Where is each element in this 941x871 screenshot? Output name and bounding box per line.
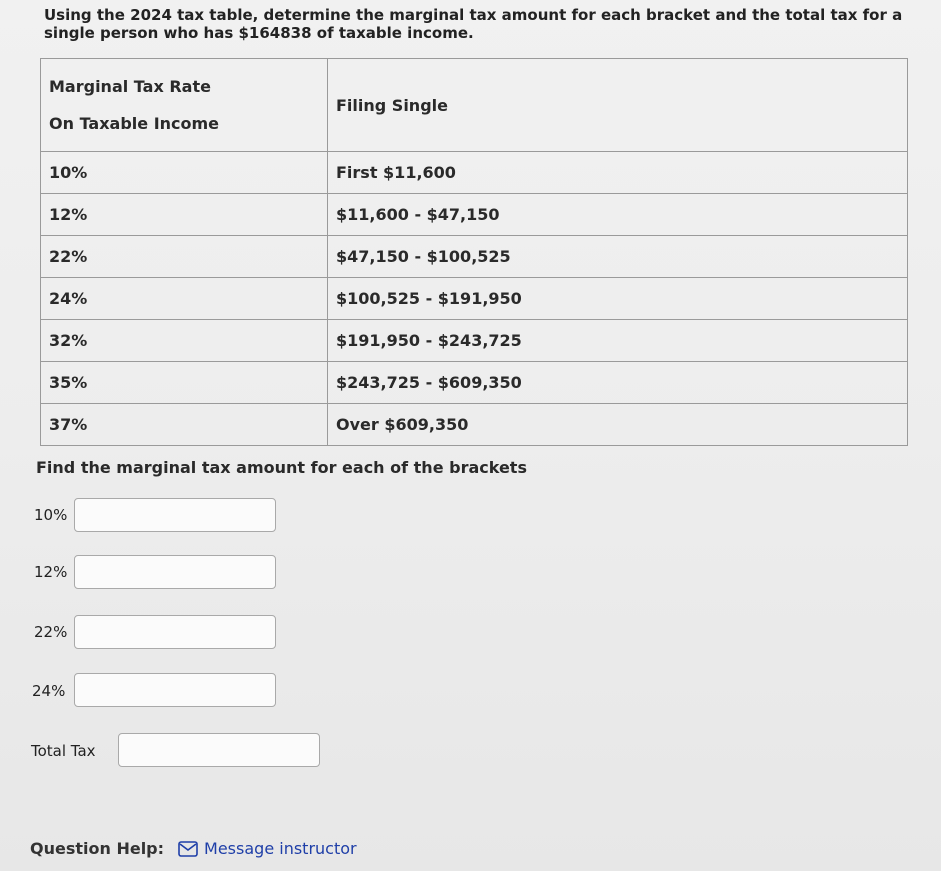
range-cell: First $11,600 — [328, 152, 908, 194]
envelope-icon — [178, 841, 198, 857]
header-filing-cell: Filing Single — [328, 59, 908, 152]
header-rate-cell — [41, 59, 328, 152]
tax-table — [40, 58, 908, 446]
rate-cell: 32% — [41, 320, 328, 362]
rate-cell: 10% — [41, 152, 328, 194]
range-cell: $11,600 - $47,150 — [328, 194, 908, 236]
question-text: Using the 2024 tax table, determine the marginal tax amount for each bracket and the total tax for a single person who has $164838 of taxable income. — [44, 6, 903, 42]
find-instruction: Find the marginal tax amount for each of the brackets — [36, 458, 527, 477]
table-header-row — [41, 59, 908, 152]
table-row — [41, 320, 908, 362]
range-cell: $191,950 - $243,725 — [328, 320, 908, 362]
input-total-tax[interactable] — [118, 733, 320, 767]
label-total-tax: Total Tax — [31, 742, 96, 760]
label-24-percent: 24% — [32, 682, 66, 700]
range-cell: $47,150 - $100,525 — [328, 236, 908, 278]
rate-cell: 22% — [41, 236, 328, 278]
label-12-percent: 12% — [34, 563, 68, 581]
table-row — [41, 362, 908, 404]
header-rate-line2: On Taxable Income — [49, 114, 220, 133]
input-12-percent[interactable] — [74, 555, 276, 589]
rate-cell: 37% — [41, 404, 328, 446]
input-24-percent[interactable] — [74, 673, 276, 707]
range-cell: Over $609,350 — [328, 404, 908, 446]
table-row — [41, 152, 908, 194]
range-cell: $100,525 - $191,950 — [328, 278, 908, 320]
table-row — [41, 278, 908, 320]
range-cell: $243,725 - $609,350 — [328, 362, 908, 404]
input-22-percent[interactable] — [74, 615, 276, 649]
label-22-percent: 22% — [34, 623, 68, 641]
question-help-label: Question Help: — [30, 839, 165, 858]
header-rate-line1: Marginal Tax Rate — [49, 77, 211, 96]
rate-cell: 24% — [41, 278, 328, 320]
table-row — [41, 194, 908, 236]
message-instructor-link[interactable] — [178, 839, 357, 858]
question-help — [30, 839, 357, 858]
rate-cell: 35% — [41, 362, 328, 404]
rate-cell: 12% — [41, 194, 328, 236]
table-row — [41, 236, 908, 278]
label-10-percent: 10% — [34, 506, 68, 524]
message-instructor-text: Message instructor — [204, 839, 357, 858]
table-row — [41, 404, 908, 446]
input-10-percent[interactable] — [74, 498, 276, 532]
